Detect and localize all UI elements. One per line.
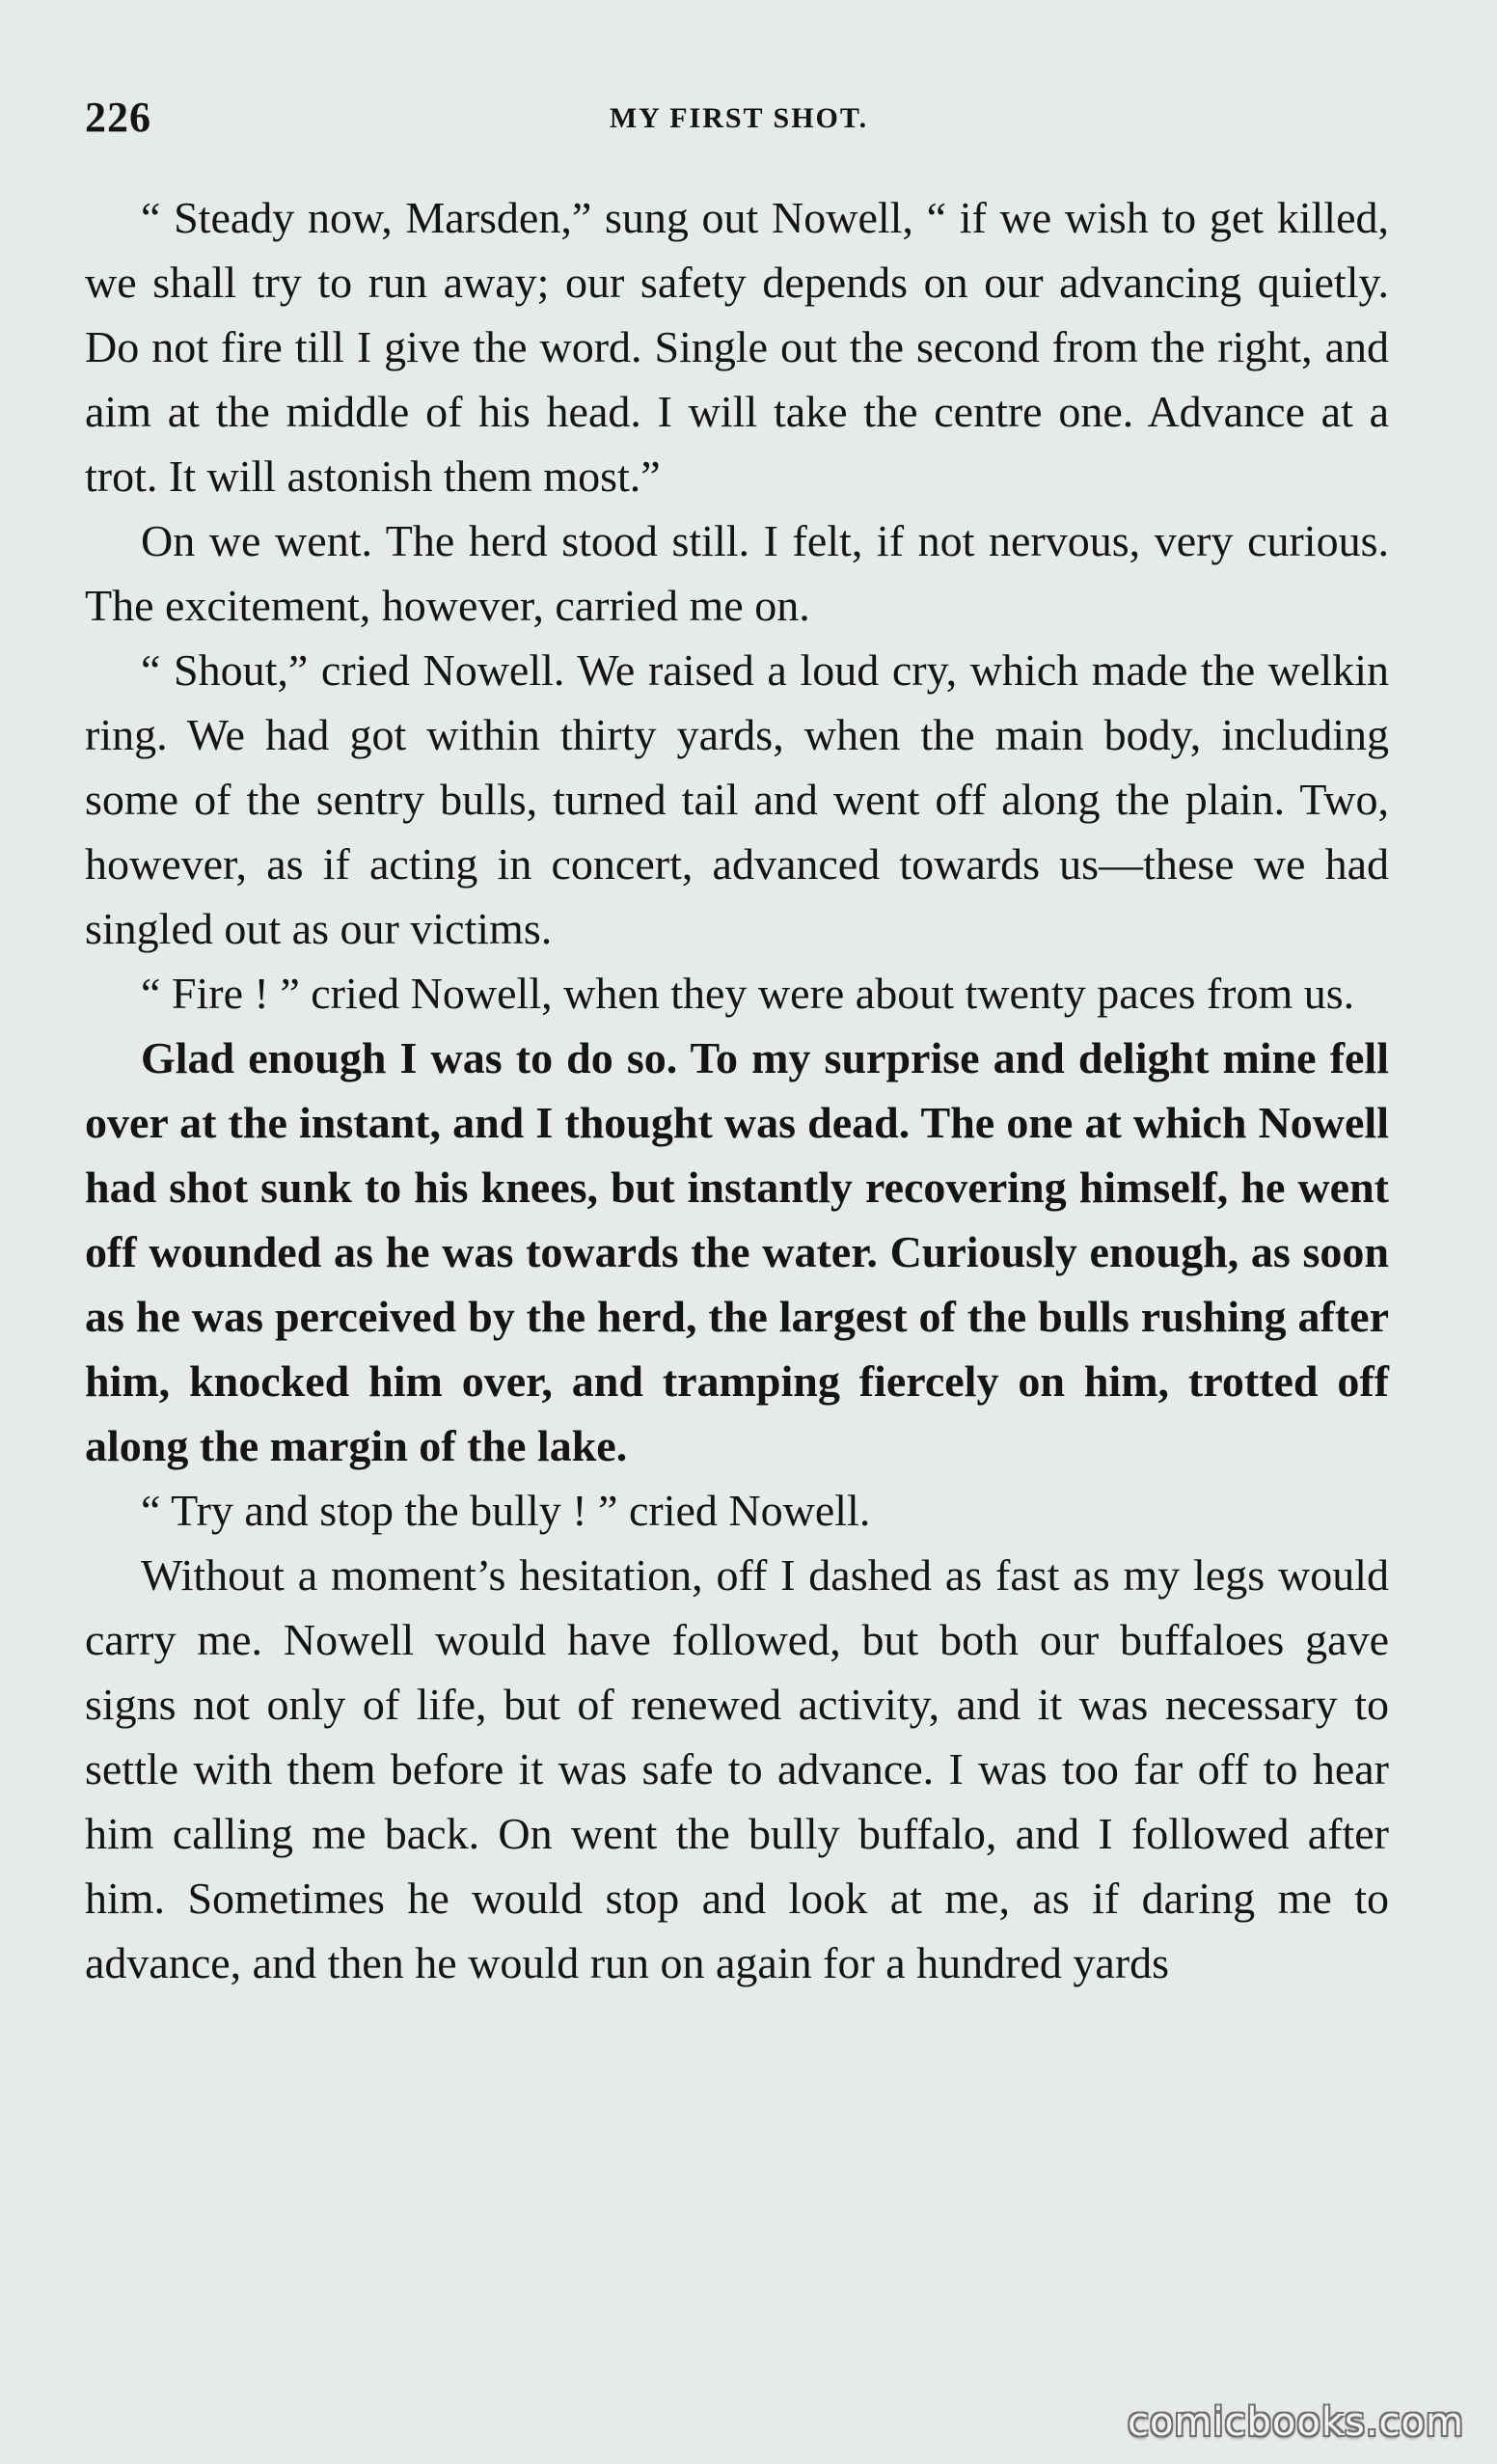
paragraph: Without a moment’s hesitation, off I dashed as fast as my legs would carry me. Nowell would have followed, but both our buffaloes gave signs not only of life, but of renewed activity, and it was necessary to settle with them before it was safe to advance. I was too far off to hear him calling me back. On went the bully buffalo, and I followed after him. Sometimes he would stop and look at me, as if daring me to advance, and then he would run on again for a hundred yards <box>85 1550 1389 1987</box>
body-text <box>85 185 1389 1995</box>
page-number: 226 <box>85 94 151 141</box>
watermark-logo: comicbooks.com <box>1127 2400 1464 2445</box>
paragraph: On we went. The herd stood still. I felt, if not nervous, very curious. The excitement, however, carried me on. <box>85 516 1389 630</box>
paragraph: “ Shout,” cried Nowell. We raised a loud cry, which made the welkin ring. We had got within thirty yards, when the main body, including some of the sentry bulls, turned tail and went off along the plain. Two, however, as if acting in concert, advanced towards us—these we had singled out as our victims. <box>85 645 1389 953</box>
paragraph: “ Steady now, Marsden,” sung out Nowell, “ if we wish to get killed, we shall try to run away; our safety depends on our advancing quietly. Do not fire till I give the word. Single out the second from the right, and aim at the middle of his head. I will take the centre one. Advance at a trot. It will astonish them most.” <box>85 193 1389 501</box>
paragraph: “ Try and stop the bully ! ” cried Nowell. <box>141 1486 871 1535</box>
paragraph: “ Fire ! ” cried Nowell, when they were about twenty paces from us. <box>141 969 1355 1018</box>
page-header <box>85 93 1393 147</box>
running-title: MY FIRST SHOT. <box>609 102 869 134</box>
paragraph: Glad enough I was to do so. To my surprise and delight mine fell over at the instant, and I thought was dead. The one at which Nowell had shot sunk to his knees, but instantly recovering himself, he went off wounded as he was towards the water. Curiously enough, as soon as he was perceived by the herd, the largest of the bulls rushing after him, knocked him over, and tramping fiercely on him, trotted off along the margin of the lake. <box>85 1033 1389 1470</box>
